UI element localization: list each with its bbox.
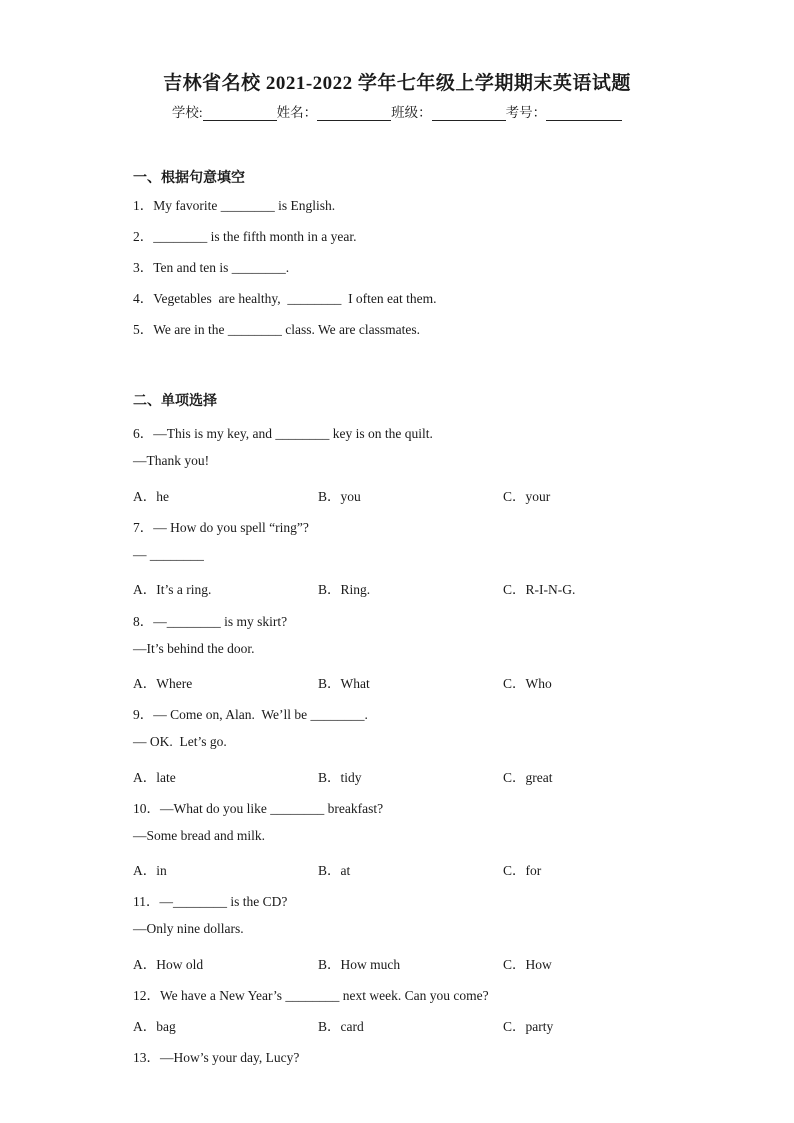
question-9-reply: — OK. Let’s go. bbox=[133, 734, 227, 749]
question-8-option-c: C．Who bbox=[503, 676, 552, 691]
question-10-reply: —Some bread and milk. bbox=[133, 828, 265, 843]
question-8-option-a: A．Where bbox=[133, 676, 193, 691]
question-3: 3．Ten and ten is ________. bbox=[133, 260, 290, 275]
question-10: 10．—What do you like ________ breakfast? bbox=[133, 801, 384, 816]
question-10-option-b: B．at bbox=[318, 863, 351, 878]
question-6-option-b: B．you bbox=[318, 489, 361, 504]
question-7: 7．— How do you spell “ring”? bbox=[133, 520, 309, 535]
question-7-reply: — ________ bbox=[133, 547, 204, 562]
question-7-option-a: A．It’s a ring. bbox=[133, 582, 212, 597]
question-8: 8．—________ is my skirt? bbox=[133, 614, 288, 629]
question-6: 6．—This is my key, and ________ key is on the quilt. bbox=[133, 426, 433, 441]
question-11-option-c: C．How bbox=[503, 957, 552, 972]
question-2: 2．________ is the fifth month in a year. bbox=[133, 229, 357, 244]
school-label: 学校: bbox=[171, 105, 203, 120]
question-11: 11．—________ is the CD? bbox=[133, 894, 288, 909]
question-13: 13．—How’s your day, Lucy? bbox=[133, 1050, 300, 1065]
question-12-option-a: A．bag bbox=[133, 1019, 176, 1034]
number-blank bbox=[546, 106, 622, 121]
question-12: 12．We have a New Year’s ________ next week. Can you come? bbox=[133, 988, 489, 1003]
question-9-option-c: C．great bbox=[503, 770, 553, 785]
question-9-option-a: A．late bbox=[133, 770, 176, 785]
question-8-option-b: B．What bbox=[318, 676, 370, 691]
school-blank bbox=[203, 106, 277, 121]
question-9: 9．— Come on, Alan. We’ll be ________. bbox=[133, 707, 368, 722]
question-11-option-a: A．How old bbox=[133, 957, 204, 972]
page-title: 吉林省名校 2021-2022 学年七年级上学期期末英语试题 bbox=[163, 73, 631, 94]
question-10-option-c: C．for bbox=[503, 863, 542, 878]
question-7-option-b: B．Ring. bbox=[318, 582, 371, 597]
student-info-line bbox=[0, 101, 794, 121]
question-6-reply: —Thank you! bbox=[133, 453, 210, 468]
class-label: 班级： bbox=[391, 105, 432, 120]
section-2-heading: 二、单项选择 bbox=[133, 393, 217, 409]
question-11-option-b: B．How much bbox=[318, 957, 401, 972]
question-1: 1．My favorite ________ is English. bbox=[133, 198, 336, 213]
question-8-reply: —It’s behind the door. bbox=[133, 641, 255, 656]
question-4: 4．Vegetables are healthy, ________ I often eat them. bbox=[133, 291, 437, 306]
question-12-option-c: C．party bbox=[503, 1019, 554, 1034]
question-6-option-a: A．he bbox=[133, 489, 169, 504]
name-blank bbox=[317, 106, 391, 121]
question-9-option-b: B．tidy bbox=[318, 770, 362, 785]
question-11-reply: —Only nine dollars. bbox=[133, 921, 244, 936]
name-label: 姓名： bbox=[276, 105, 318, 120]
question-12-option-b: B．card bbox=[318, 1019, 364, 1034]
question-5: 5．We are in the ________ class. We are classmates. bbox=[133, 322, 420, 337]
question-10-option-a: A．in bbox=[133, 863, 167, 878]
question-7-option-c: C．R-I-N-G. bbox=[503, 582, 576, 597]
number-label: 考号： bbox=[505, 105, 547, 120]
section-1-heading: 一、根据句意填空 bbox=[133, 170, 245, 186]
class-blank bbox=[432, 106, 506, 121]
question-6-option-c: C．your bbox=[503, 489, 551, 504]
